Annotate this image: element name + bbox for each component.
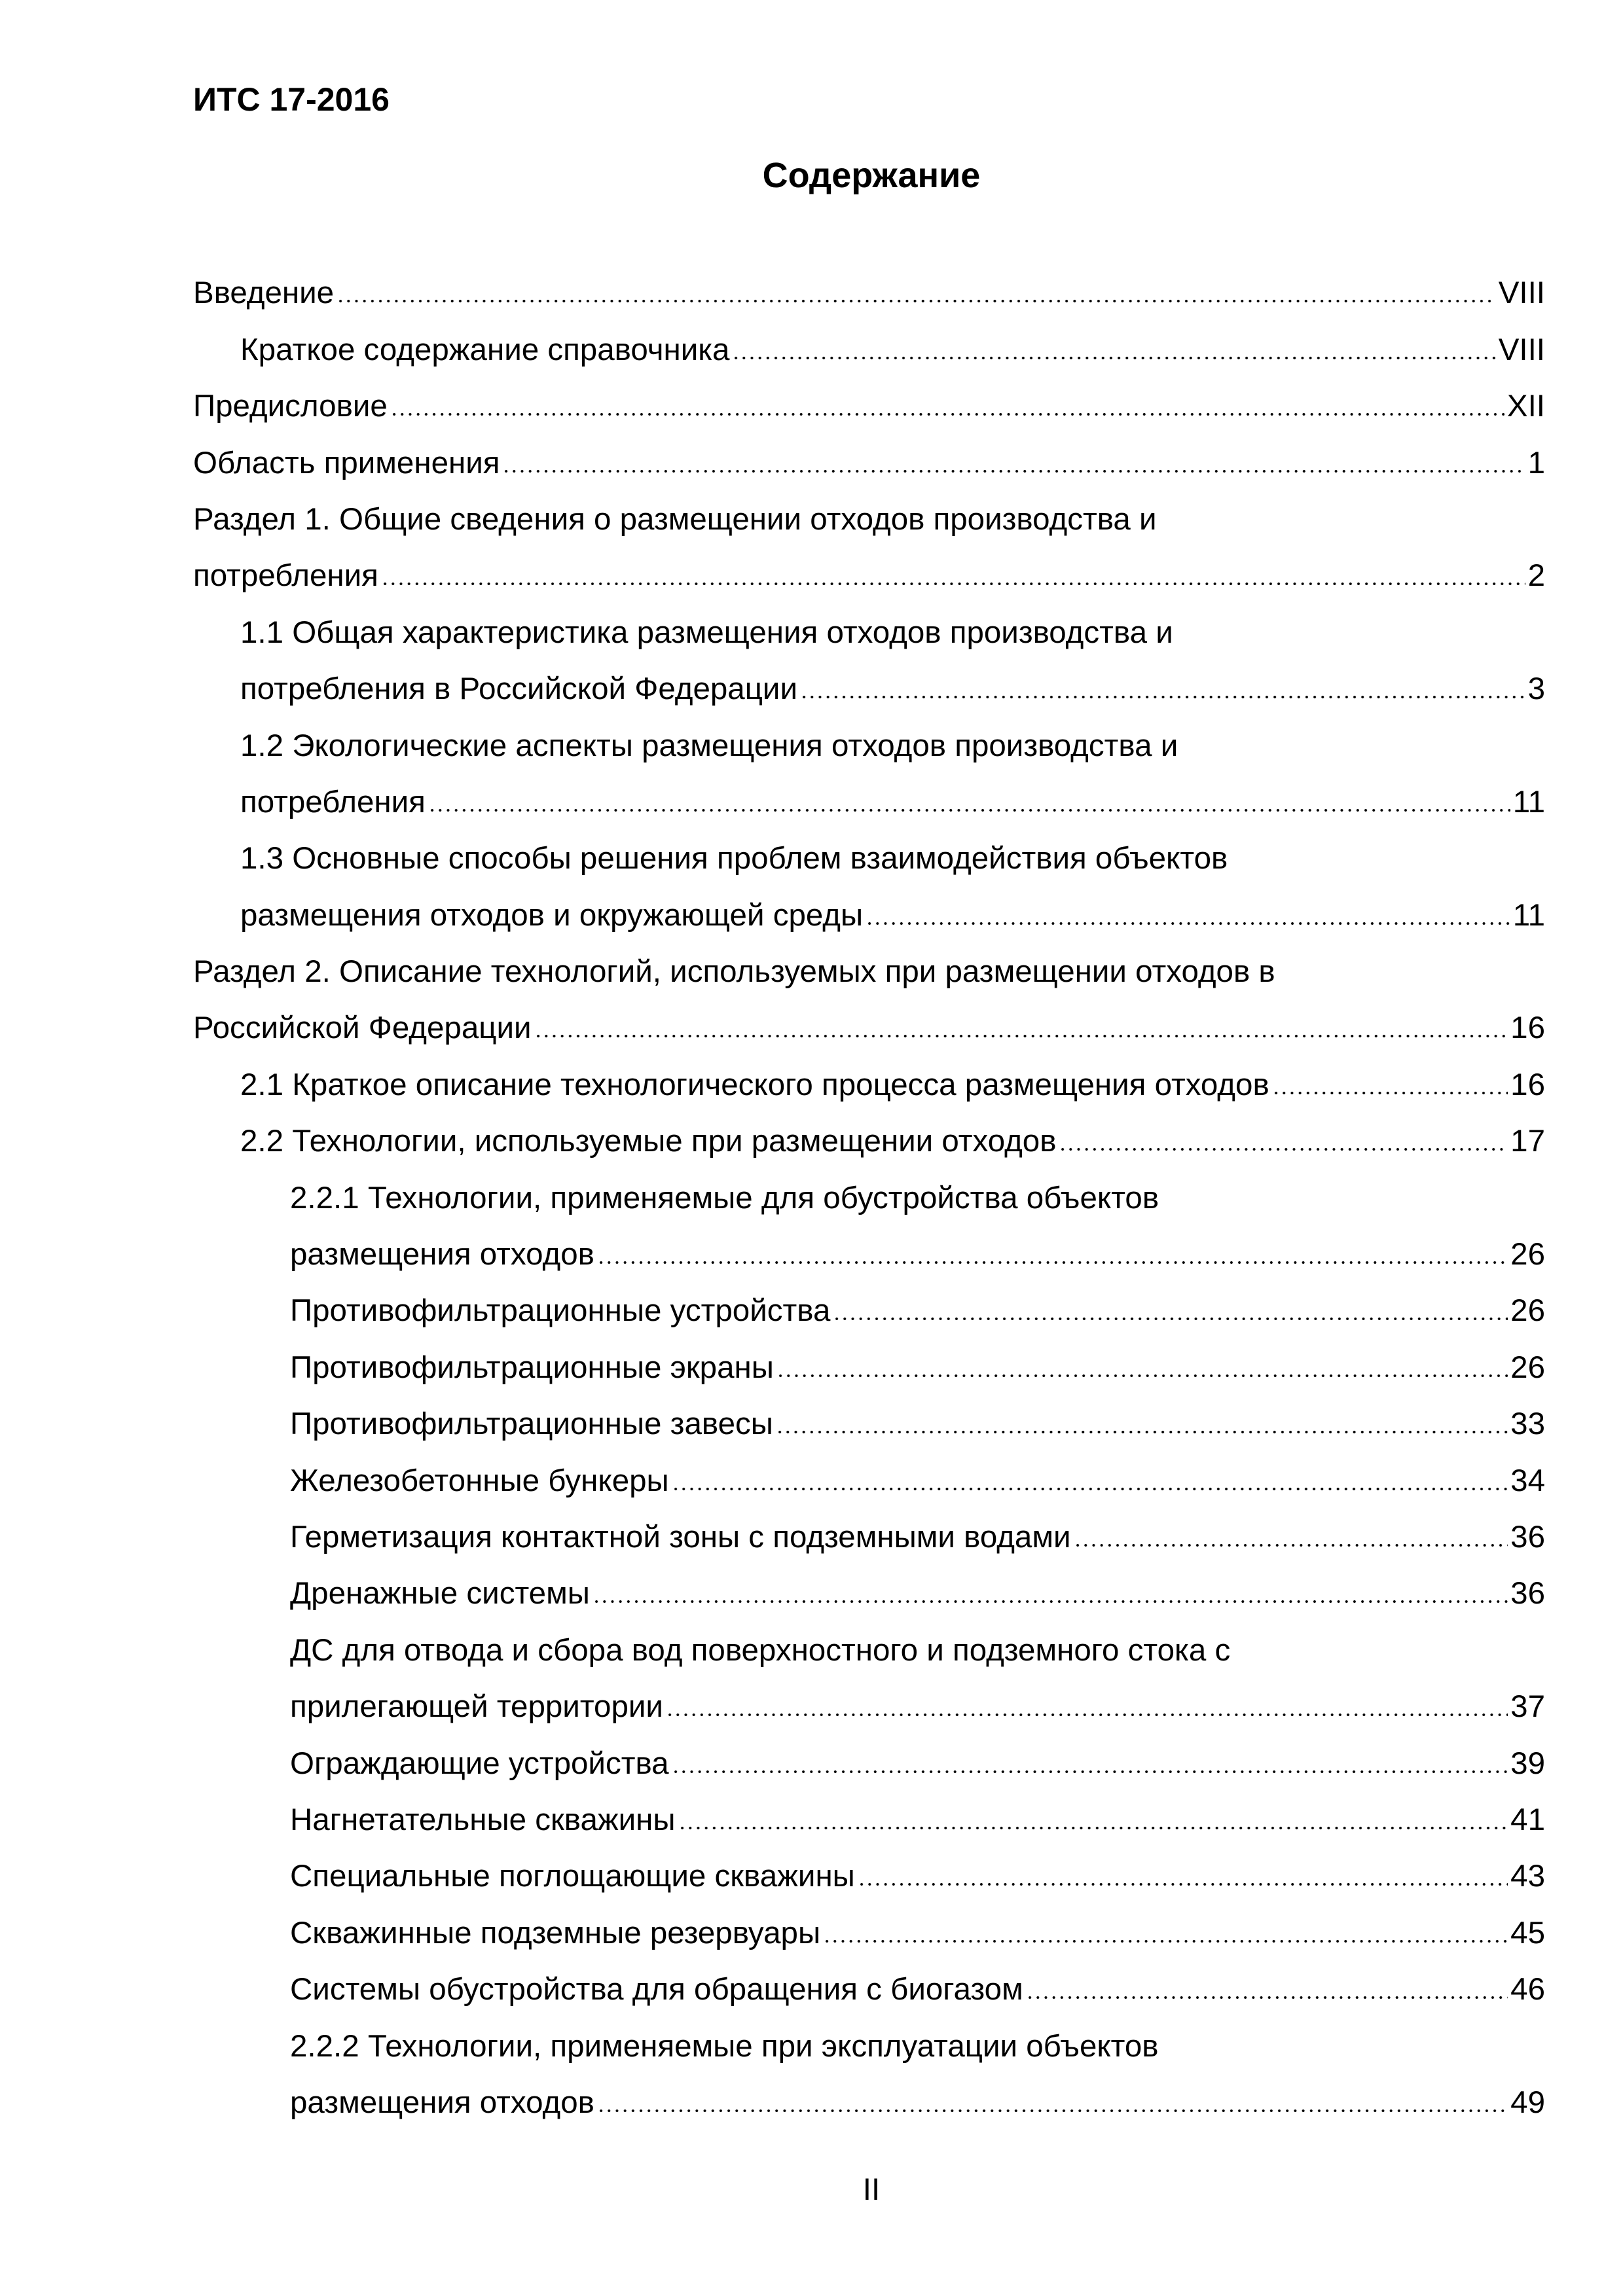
page-number: II [862, 2172, 881, 2207]
toc-entry-title: потребления [193, 558, 378, 594]
toc-entry-page: VIII [1498, 276, 1545, 311]
toc-entry[interactable] [193, 1614, 1545, 1670]
toc-entry-title: 2.2.2 Технологии, применяемые при эксплуатации объектов [290, 2028, 1159, 2064]
dot-leader [428, 808, 1510, 813]
toc-entry-page: XII [1506, 389, 1545, 424]
document-code: ИТС 17-2016 [193, 81, 390, 118]
dot-leader [1026, 1995, 1508, 2000]
toc-entry[interactable] [193, 823, 1545, 879]
toc-entry[interactable] [193, 370, 1545, 427]
dot-leader [672, 1769, 1508, 1774]
toc-entry[interactable] [193, 1727, 1545, 1784]
toc-entry-title: 1.3 Основные способы решения проблем взаимодействия объектов [240, 841, 1228, 876]
dot-leader [672, 1486, 1508, 1492]
toc-entry-page: 26 [1510, 1237, 1545, 1272]
toc-entry-page: 11 [1512, 897, 1545, 933]
toc-entry[interactable] [193, 1444, 1545, 1501]
dot-leader [678, 1825, 1508, 1831]
table-of-contents [193, 257, 1545, 2123]
toc-entry-title: Противофильтрационные завесы [290, 1407, 773, 1442]
toc-entry-title: Введение [193, 276, 335, 311]
toc-entry-title: Дренажные системы [290, 1576, 590, 1611]
page-title: Содержание [762, 156, 981, 195]
toc-entry-title: Противофильтрационные устройства [290, 1293, 831, 1329]
toc-entry-title: прилегающей территории [290, 1689, 663, 1725]
toc-entry[interactable] [193, 596, 1545, 653]
toc-entry-title: 1.2 Экологические аспекты размещения отходов производства и [240, 728, 1178, 763]
toc-entry-title: Раздел 2. Описание технологий, используемых при размещении отходов в [193, 954, 1275, 990]
dot-leader [776, 1373, 1508, 1378]
toc-entry[interactable] [193, 1784, 1545, 1840]
toc-entry-title: ДС для отвода и сбора вод поверхностного и подземного стока с [290, 1632, 1231, 1668]
toc-entry[interactable] [193, 1331, 1545, 1388]
toc-entry-page: 36 [1510, 1519, 1545, 1554]
toc-entry-page: 16 [1510, 1011, 1545, 1046]
toc-entry-title: потребления в Российской Федерации [240, 672, 797, 707]
dot-leader [800, 694, 1525, 700]
toc-entry[interactable] [193, 1105, 1545, 1162]
toc-entry[interactable] [193, 992, 1545, 1049]
toc-entry-page: 37 [1510, 1689, 1545, 1725]
toc-entry-page: 2 [1527, 558, 1545, 594]
toc-entry[interactable] [193, 2067, 1545, 2123]
toc-entry-page: 36 [1510, 1576, 1545, 1611]
dot-leader [858, 1882, 1508, 1887]
dot-leader [597, 1260, 1508, 1265]
dot-leader [866, 921, 1510, 926]
toc-entry-title: размещения отходов [290, 2085, 594, 2120]
toc-entry-page: 26 [1510, 1293, 1545, 1329]
toc-entry-title: Нагнетательные скважины [290, 1802, 676, 1837]
toc-entry[interactable] [193, 1219, 1545, 1275]
dot-leader [776, 1429, 1508, 1435]
toc-entry-page: 1 [1527, 445, 1545, 480]
toc-entry[interactable] [193, 257, 1545, 314]
toc-entry-title: 1.1 Общая характеристика размещения отходов производства и [240, 615, 1173, 650]
toc-entry-page: 33 [1510, 1407, 1545, 1442]
toc-entry-title: 2.2.1 Технологии, применяемые для обустройства объектов [290, 1180, 1159, 1215]
toc-entry-title: Краткое содержание справочника [240, 332, 730, 367]
toc-entry[interactable] [193, 936, 1545, 992]
toc-entry-page: 41 [1510, 1802, 1545, 1837]
toc-entry-title: размещения отходов и окружающей среды [240, 897, 864, 933]
dot-leader [1059, 1147, 1508, 1152]
dot-leader [1074, 1543, 1508, 1548]
toc-entry[interactable] [193, 1162, 1545, 1218]
toc-entry-page: 16 [1510, 1067, 1545, 1102]
toc-entry-title: Раздел 1. Общие сведения о размещении отходов производства и [193, 501, 1157, 537]
toc-entry-page: 34 [1510, 1463, 1545, 1498]
dot-leader [666, 1712, 1508, 1717]
toc-entry-title: Герметизация контактной зоны с подземными водами [290, 1519, 1071, 1554]
toc-entry[interactable] [193, 1558, 1545, 1614]
toc-entry-title: Предисловие [193, 389, 388, 424]
toc-entry[interactable] [193, 709, 1545, 766]
dot-leader [823, 1939, 1508, 1944]
toc-entry-page: 46 [1510, 1972, 1545, 2007]
toc-entry[interactable] [193, 2010, 1545, 2066]
toc-entry-title: размещения отходов [290, 1237, 594, 1272]
toc-entry-page: 26 [1510, 1350, 1545, 1385]
toc-entry-page: 45 [1510, 1915, 1545, 1950]
toc-entry-page: 17 [1510, 1124, 1545, 1159]
toc-entry-title: Противофильтрационные экраны [290, 1350, 774, 1385]
toc-entry[interactable] [193, 653, 1545, 709]
dot-leader [337, 298, 1496, 304]
toc-entry-title: Область применения [193, 445, 500, 480]
dot-leader [390, 412, 1504, 417]
dot-leader [534, 1033, 1508, 1039]
toc-entry[interactable] [193, 1275, 1545, 1331]
toc-entry[interactable] [193, 1501, 1545, 1558]
toc-entry-title: Железобетонные бункеры [290, 1463, 669, 1498]
toc-entry-title: 2.1 Краткое описание технологического процесса размещения отходов [240, 1067, 1269, 1102]
dot-leader [1272, 1090, 1508, 1096]
toc-entry[interactable] [193, 1954, 1545, 2010]
toc-entry-title: потребления [240, 784, 426, 819]
toc-entry[interactable] [193, 427, 1545, 483]
toc-entry-page: 43 [1510, 1859, 1545, 1894]
toc-entry[interactable] [193, 766, 1545, 823]
toc-entry[interactable] [193, 1388, 1545, 1444]
toc-entry-title: Системы обустройства для обращения с биогазом [290, 1972, 1023, 2007]
toc-entry[interactable] [193, 1671, 1545, 1727]
dot-leader [381, 581, 1525, 586]
dot-leader [732, 355, 1495, 361]
toc-entry-page: 49 [1510, 2085, 1545, 2120]
toc-entry[interactable] [193, 314, 1545, 370]
toc-entry-title: 2.2 Технологии, используемые при размещении отходов [240, 1124, 1057, 1159]
toc-entry[interactable] [193, 540, 1545, 596]
dot-leader [593, 1599, 1508, 1604]
toc-entry-page: 11 [1512, 784, 1545, 819]
toc-entry-page: VIII [1498, 332, 1545, 367]
toc-entry-title: Специальные поглощающие скважины [290, 1859, 855, 1894]
toc-entry-page: 39 [1510, 1746, 1545, 1781]
dot-leader [597, 2108, 1508, 2113]
toc-entry[interactable] [193, 879, 1545, 935]
toc-entry[interactable] [193, 1897, 1545, 1953]
toc-entry[interactable] [193, 484, 1545, 540]
dot-leader [502, 469, 1525, 474]
dot-leader [833, 1316, 1508, 1321]
toc-entry-title: Ограждающие устройства [290, 1746, 669, 1781]
toc-entry[interactable] [193, 1049, 1545, 1105]
toc-entry-page: 3 [1527, 672, 1545, 707]
toc-entry-title: Скважинные подземные резервуары [290, 1915, 821, 1950]
toc-entry[interactable] [193, 1840, 1545, 1897]
toc-entry-title: Российской Федерации [193, 1011, 532, 1046]
